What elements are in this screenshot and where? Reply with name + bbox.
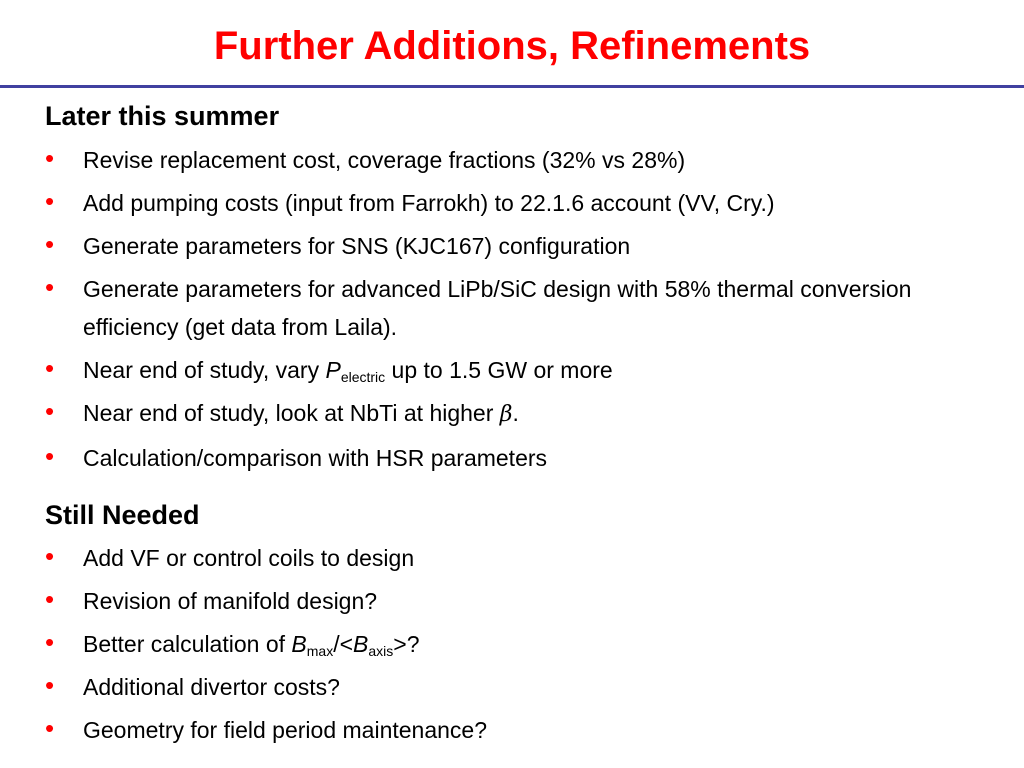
- bullet-icon: •: [45, 143, 55, 173]
- bullet-icon: •: [45, 229, 55, 259]
- list-item-text: Additional divertor costs?: [83, 674, 340, 700]
- list-item: [45, 582, 985, 620]
- list-item-text: Calculation/comparison with HSR parameters: [83, 445, 548, 471]
- list-item: [45, 184, 985, 222]
- list-item-text: Add VF or control coils to design: [83, 545, 415, 571]
- bullet-icon: •: [45, 441, 55, 471]
- title-divider: [0, 85, 1024, 88]
- slide-title: Further Additions, Refinements: [213, 24, 811, 68]
- list-item-text: Generate parameters for SNS (KJC167) configuration: [83, 233, 631, 259]
- bullet-icon: •: [45, 584, 55, 614]
- beta-symbol: β: [499, 402, 513, 427]
- variable-b: B: [291, 631, 307, 657]
- section-heading-still-needed: Still Needed: [45, 500, 200, 530]
- list-item-text: Add pumping costs (input from Farrokh) to 22.1.6 account (VV, Cry.): [83, 190, 775, 216]
- list-item: [45, 625, 985, 663]
- list-item: [45, 141, 985, 179]
- bullet-icon: •: [45, 627, 55, 657]
- bullet-icon: •: [45, 186, 55, 216]
- list-item: [45, 394, 985, 434]
- list-item-text-prefix: Near end of study, look at NbTi at higher: [83, 400, 500, 426]
- list-item-text-prefix: Near end of study, vary: [83, 357, 326, 383]
- list-item: [45, 270, 985, 346]
- list-item-text: Geometry for field period maintenance?: [83, 717, 487, 743]
- bullet-icon: •: [45, 670, 55, 700]
- bullet-icon: •: [45, 353, 55, 383]
- bullet-icon: •: [45, 713, 55, 743]
- list-item-text: Revise replacement cost, coverage fractions (32% vs 28%): [83, 147, 686, 173]
- list-item-text-suffix: up to 1.5 GW or more: [385, 357, 613, 383]
- bullet-icon: •: [45, 272, 55, 302]
- list-item-text: Generate parameters for advanced LiPb/SiC design with 58% thermal conversion efficiency (get data from Laila).: [83, 276, 912, 340]
- ratio-separator: /<: [333, 631, 354, 657]
- list-item: [45, 668, 985, 706]
- list-item: [45, 351, 985, 389]
- bullet-icon: •: [45, 396, 55, 426]
- variable-p: P: [325, 357, 341, 383]
- list-item-text-suffix: >?: [393, 631, 420, 657]
- later-this-summer-list: [45, 141, 985, 482]
- list-item: [45, 711, 985, 749]
- subscript-max: max: [306, 643, 334, 659]
- still-needed-list: [45, 539, 985, 754]
- list-item-text-prefix: Better calculation of: [83, 631, 292, 657]
- section-heading-later-this-summer: Later this summer: [45, 101, 280, 131]
- list-item: [45, 227, 985, 265]
- subscript-electric: electric: [340, 369, 386, 385]
- bullet-icon: •: [45, 541, 55, 571]
- list-item-text: Revision of manifold design?: [83, 588, 378, 614]
- list-item-text-suffix: .: [512, 400, 519, 426]
- subscript-axis: axis: [368, 643, 394, 659]
- list-item: [45, 439, 985, 477]
- list-item: [45, 539, 985, 577]
- variable-b: B: [353, 631, 369, 657]
